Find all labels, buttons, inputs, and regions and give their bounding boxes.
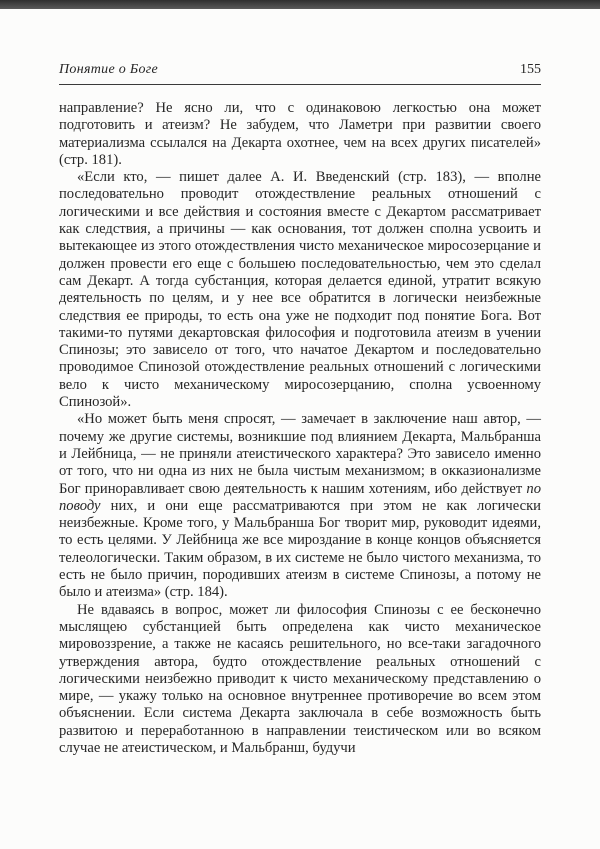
paragraph <box>59 100 541 169</box>
header-rule <box>59 84 541 85</box>
paragraph <box>59 602 541 758</box>
running-title: Понятие о Боге <box>59 62 159 77</box>
text-segment: «Если кто, — пишет далее А. И. Введенский (стр. 183), — вполне последовательно проводит отождествление реальных отношений с логическими и все действия и состояния вместе с Декартом рассматривает как следствия, а причины — как основания, тот должен сполна усвоить и вытекающее из этого отождествления чисто механическое миросозерцание и должен провести его еще с большею последовательностью, чем это сделал сам Декарт. А тогда субстанция, которая делается единой, утратит всякую деятельность по целям, и у нее все обратится в логически неизбежные следствия ее природы, то есть она уже не подходит под понятие Бога. Вот такими-то путями декартовская философия и подготовила атеизм в учении Спинозы; это зависело от того, что начатое Декартом и последовательно проводимое Спинозой отождествление реальных отношений с логическими вело к чисто механическому миросозерцанию, сполна усвоенному Спинозой». <box>59 169 541 411</box>
page-top-edge <box>0 0 600 9</box>
paragraph <box>59 169 541 411</box>
paragraph <box>59 411 541 601</box>
page-body <box>59 100 541 757</box>
text-segment: направление? Не ясно ли, что с одинаковою легкостью она может подготовить и атеизм? Не забудем, что Ламетри при развитии своего материализма ссылался на Декарта охотнее, чем на всех других писателей» (стр. 181). <box>59 100 541 168</box>
text-segment: Не вдаваясь в вопрос, может ли философия Спинозы с ее бесконечно мыслящею субстанцией быть определена как чисто механическое мировоззрение, а также не касаясь решительного, но все-таки загадочного утверждения автора, будто отождествление реальных отношений с логическими неизбежно приводит к чисто механическому представлению о мире, — укажу только на основное внутреннее противоречие во всем этом объяснении. Если система Декарта заключала в себе возможность быть развитою и переработанною в направлении теистическом или во всяком случае не атеистическом, и Мальбранш, будучи <box>59 601 541 756</box>
page-number: 155 <box>520 62 541 77</box>
italic-text-segment: по поводу <box>59 480 541 514</box>
page-header <box>59 62 541 78</box>
page-content <box>0 62 600 757</box>
text-segment: них, и они еще рассматриваются при этом не как логически неизбежные. Кроме того, у Мальбранша Бог творит мир, руководит идеями, то есть целями. У Лейбница же все мироздание в конце концов объясняется телеологически. Таким образом, в их системе не было чистого механизма, то есть не было причин, породивших атеизм в системе Спинозы, а потому не было и атеизма» (стр. 184). <box>59 497 541 601</box>
text-segment: «Но может быть меня спросят, — замечает в заключение наш автор, — почему же другие системы, возникшие под влиянием Декарта, Мальбранша и Лейбница, — не приняли атеистического характера? Это зависело именно от того, что ни одна из них не была чистым механизмом; в окказионализме Бог приноравливает свою деятельность к нашим хотениям, ибо действует <box>59 411 541 497</box>
